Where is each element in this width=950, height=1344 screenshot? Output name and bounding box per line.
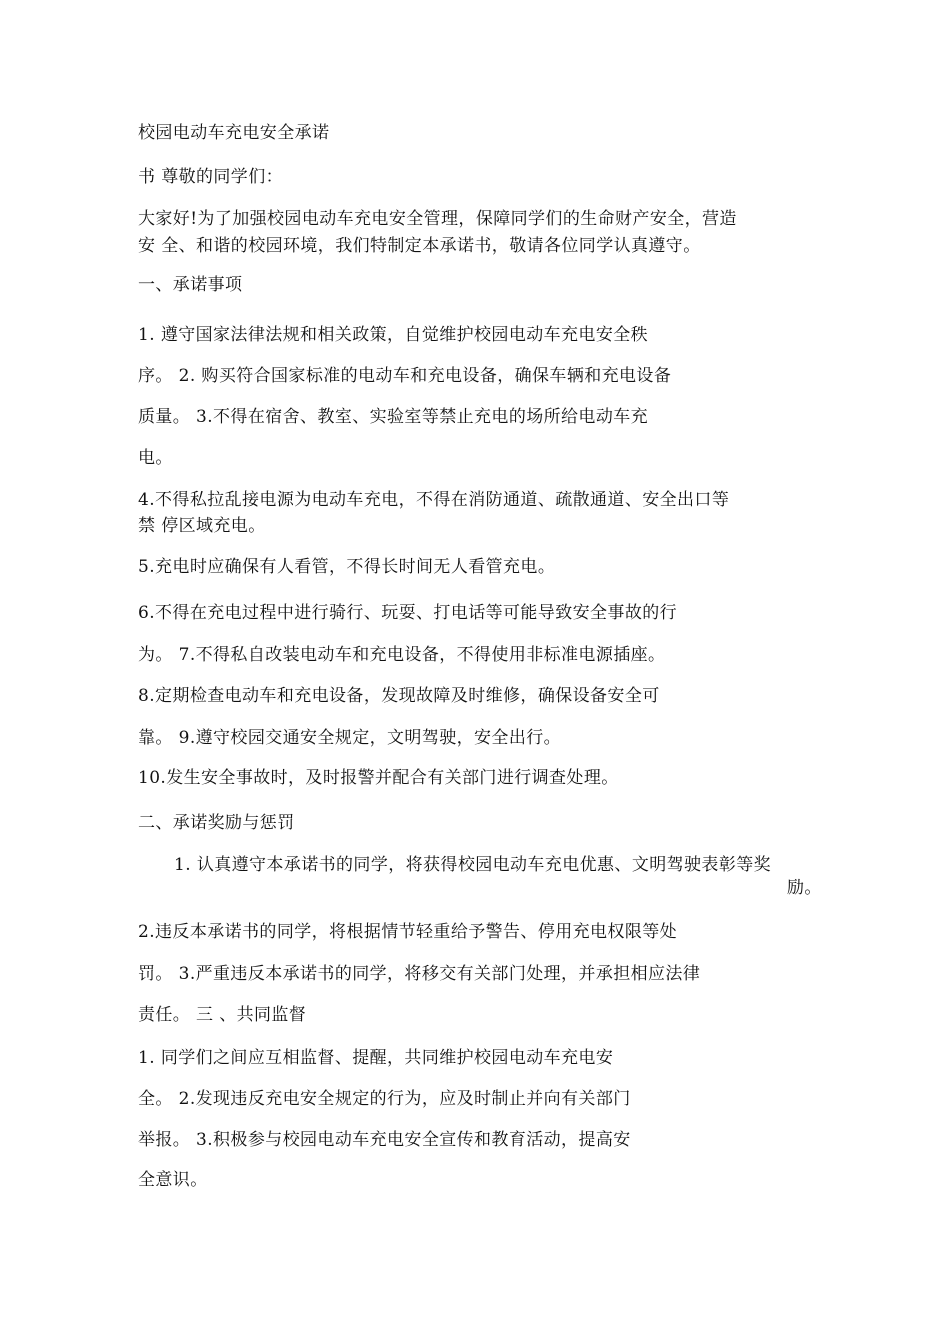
- text-line: 禁 停区域充电。: [138, 516, 266, 536]
- intro-line-1: 大家好!为了加强校园电动车充电安全管理，保障同学们的生命财产安全，营造: [138, 209, 737, 229]
- text-line: 靠。 9.遵守校园交通安全规定，文明驾驶，安全出行。: [138, 728, 562, 748]
- text-line: 8.定期检查电动车和充电设备，发现故障及时维修，确保设备安全可: [138, 686, 660, 706]
- text-line: 1. 认真遵守本承诺书的同学，将获得校园电动车充电优惠、文明驾驶表彰等奖: [174, 855, 772, 875]
- text-line: 1. 同学们之间应互相监督、提醒，共同维护校园电动车充电安: [138, 1048, 614, 1068]
- text-line: 10.发生安全事故时，及时报警并配合有关部门进行调查处理。: [138, 768, 619, 788]
- text-line: 2.违反本承诺书的同学，将根据情节轻重给予警告、停用充电权限等处: [138, 922, 678, 942]
- text-line: 6.不得在充电过程中进行骑行、玩耍、打电话等可能导致安全事故的行: [138, 603, 678, 623]
- text-line: 励。: [787, 878, 822, 898]
- text-line: 5.充电时应确保有人看管，不得长时间无人看管充电。: [138, 557, 556, 577]
- text-line: 4.不得私拉乱接电源为电动车充电，不得在消防通道、疏散通道、安全出口等: [138, 490, 730, 510]
- section-heading-2: 二、承诺奖励与惩罚: [138, 813, 295, 833]
- text-line: 罚。 3.严重违反本承诺书的同学，将移交有关部门处理，并承担相应法律: [138, 964, 701, 984]
- salutation-line: 书 尊敬的同学们：: [138, 167, 284, 187]
- text-line: 电。: [138, 448, 173, 468]
- text-line: 质量。 3.不得在宿舍、教室、实验室等禁止充电的场所给电动车充: [138, 407, 649, 427]
- text-line: 全意识。: [138, 1170, 208, 1190]
- text-line: 为。 7.不得私自改装电动车和充电设备，不得使用非标准电源插座。: [138, 645, 666, 665]
- document-title: 校园电动车充电安全承诺: [138, 123, 330, 143]
- text-line: 全。 2.发现违反充电安全规定的行为，应及时制止并向有关部门: [138, 1089, 631, 1109]
- intro-line-2: 安 全、和谐的校园环境，我们特制定本承诺书，敬请各位同学认真遵守。: [138, 236, 701, 256]
- text-line: 1. 遵守国家法律法规和相关政策，自觉维护校园电动车充电安全秩: [138, 325, 649, 345]
- text-line: 举报。 3.积极参与校园电动车充电安全宣传和教育活动，提高安: [138, 1130, 631, 1150]
- section-heading-1: 一、承诺事项: [138, 275, 243, 295]
- text-line-section-3: 责任。 三 、共同监督: [138, 1005, 307, 1025]
- text-line: 序。 2. 购买符合国家标准的电动车和充电设备，确保车辆和充电设备: [138, 366, 672, 386]
